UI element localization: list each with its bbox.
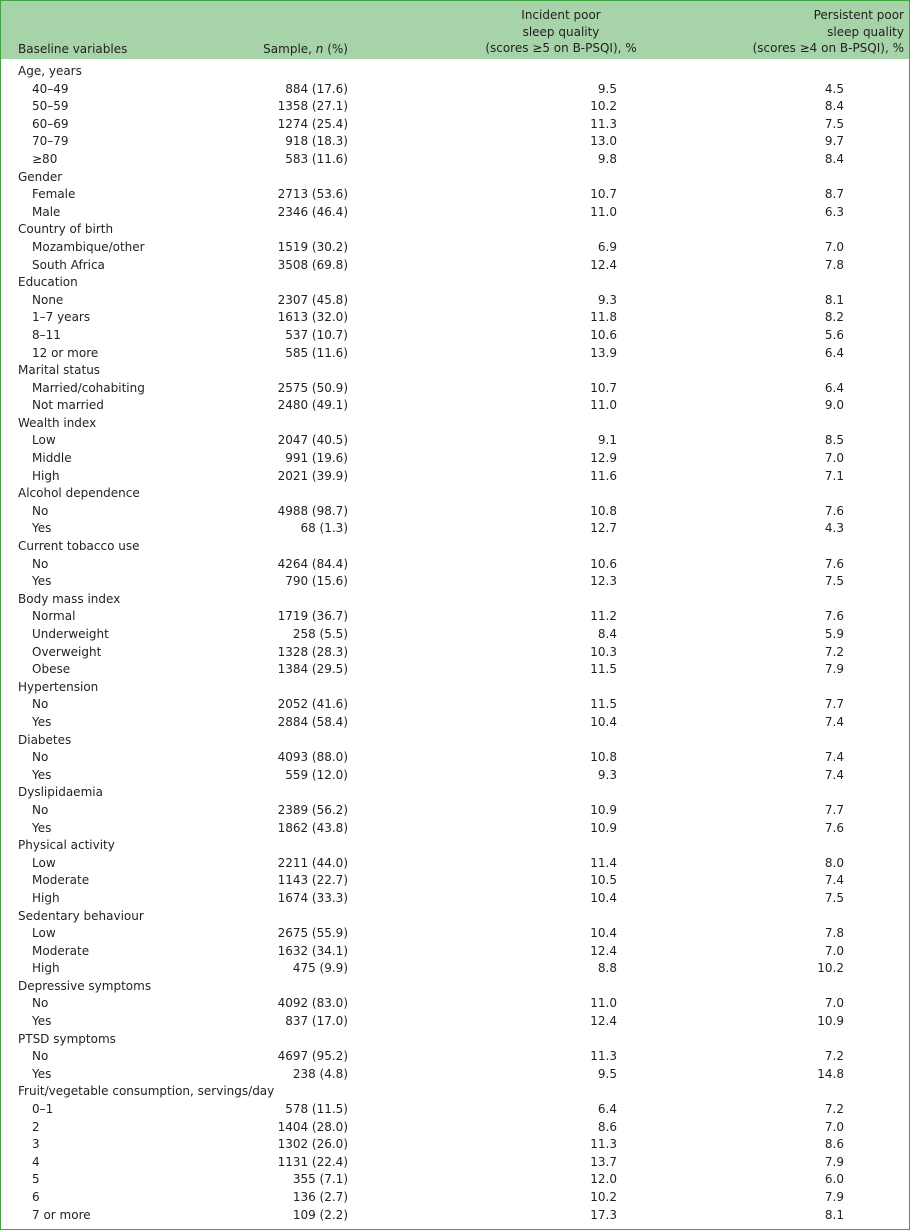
table-group-heading <box>1 837 909 855</box>
header-incident-poor-sleep <box>471 7 651 57</box>
incident-cell: 10.6 <box>590 327 617 342</box>
sample-cell: 4988 (98.7) <box>277 503 348 518</box>
table-row <box>1 995 909 1013</box>
table-row <box>1 802 909 820</box>
sample-cell: 3508 (69.8) <box>277 257 348 272</box>
row-label: 60–69 <box>32 116 69 131</box>
incident-cell: 11.0 <box>590 204 617 219</box>
persistent-cell: 8.4 <box>824 99 844 114</box>
sample-cell: 2211 (44.0) <box>277 855 348 870</box>
row-label: Yes <box>32 521 52 536</box>
sample-cell: 1302 (26.0) <box>277 1137 348 1152</box>
row-label: 5 <box>32 1172 40 1187</box>
header-incident-line-1: Incident poor <box>521 8 601 22</box>
incident-cell: 11.6 <box>590 468 617 483</box>
row-label: PTSD symptoms <box>18 1031 116 1046</box>
header-sample-pre: Sample, <box>263 42 316 56</box>
table-row <box>1 81 909 99</box>
header-baseline-variables: Baseline variables <box>18 42 128 56</box>
table-row <box>1 292 909 310</box>
row-label: Fruit/vegetable consumption, servings/day <box>18 1084 275 1099</box>
header-persistent-line-1: Persistent poor <box>813 8 904 22</box>
incident-cell: 13.0 <box>590 134 617 149</box>
row-label: Yes <box>32 574 52 589</box>
row-label: High <box>32 890 60 905</box>
row-label: Not married <box>32 398 104 413</box>
table-row <box>1 1154 909 1172</box>
incident-cell: 11.8 <box>590 310 617 325</box>
incident-cell: 9.5 <box>597 1066 617 1081</box>
incident-cell: 12.9 <box>590 451 617 466</box>
row-label: High <box>32 961 60 976</box>
table-group-heading <box>1 221 909 239</box>
incident-cell: 17.3 <box>590 1207 617 1222</box>
row-label: No <box>32 556 49 571</box>
incident-cell: 8.4 <box>597 627 617 641</box>
incident-cell: 10.4 <box>590 890 617 905</box>
table-group-heading <box>1 784 909 802</box>
sample-cell: 1632 (34.1) <box>277 943 348 958</box>
sample-cell: 109 (2.2) <box>292 1207 348 1222</box>
row-label: Yes <box>32 767 52 782</box>
row-label: Moderate <box>32 943 90 958</box>
row-label: No <box>32 750 49 765</box>
persistent-cell: 7.6 <box>824 820 844 835</box>
row-label: 3 <box>32 1137 40 1152</box>
table-row <box>1 890 909 908</box>
sample-cell: 1674 (33.3) <box>277 890 348 905</box>
sample-cell: 1384 (29.5) <box>277 662 348 677</box>
incident-cell: 10.4 <box>590 926 617 941</box>
incident-cell: 12.0 <box>590 1172 617 1187</box>
sample-cell: 4264 (84.4) <box>277 556 348 571</box>
persistent-cell: 6.3 <box>824 204 844 219</box>
incident-cell: 11.4 <box>590 855 617 870</box>
table-row <box>1 608 909 626</box>
incident-cell: 9.1 <box>597 433 617 448</box>
header-persistent-line-3: (scores ≥4 on B-PSQI), % <box>752 41 904 55</box>
table-group-heading <box>1 732 909 750</box>
sample-cell: 918 (18.3) <box>285 134 348 149</box>
table-group-heading <box>1 415 909 433</box>
table-row <box>1 644 909 662</box>
persistent-cell: 7.7 <box>824 802 844 817</box>
table-row <box>1 1171 909 1189</box>
table-row <box>1 714 909 732</box>
sample-cell: 578 (11.5) <box>285 1102 348 1117</box>
sample-cell: 68 (1.3) <box>300 521 348 536</box>
table-row <box>1 626 909 644</box>
row-label: Physical activity <box>18 838 115 853</box>
table-group-heading <box>1 538 909 556</box>
row-label: 50–59 <box>32 99 69 114</box>
table-row <box>1 767 909 785</box>
persistent-cell: 7.0 <box>824 996 844 1011</box>
table-group-heading <box>1 1083 909 1101</box>
table-group-heading <box>1 274 909 292</box>
incident-cell: 11.3 <box>590 116 617 131</box>
sample-cell: 1328 (28.3) <box>277 644 348 659</box>
row-label: Underweight <box>32 627 109 641</box>
row-label: Yes <box>32 714 52 729</box>
sample-cell: 790 (15.6) <box>285 574 348 589</box>
table-row <box>1 397 909 415</box>
persistent-cell: 6.0 <box>824 1172 844 1187</box>
incident-cell: 9.3 <box>597 767 617 782</box>
persistent-cell: 7.6 <box>824 609 844 624</box>
sample-cell: 583 (11.6) <box>285 151 348 166</box>
row-label: Low <box>32 433 56 448</box>
persistent-cell: 8.1 <box>824 292 844 307</box>
row-label: Low <box>32 855 56 870</box>
row-label: No <box>32 697 49 712</box>
sample-cell: 4093 (88.0) <box>277 750 348 765</box>
incident-cell: 10.2 <box>590 1190 617 1204</box>
persistent-cell: 7.2 <box>824 1102 844 1117</box>
table-row <box>1 520 909 538</box>
sample-cell: 258 (5.5) <box>292 627 348 641</box>
incident-cell: 10.6 <box>590 556 617 571</box>
incident-cell: 11.2 <box>590 609 617 624</box>
table-group-heading <box>1 908 909 926</box>
row-label: 4 <box>32 1154 40 1169</box>
table-row <box>1 468 909 486</box>
persistent-cell: 7.0 <box>824 451 844 466</box>
persistent-cell: 7.0 <box>824 943 844 958</box>
sample-cell: 2389 (56.2) <box>277 802 348 817</box>
persistent-cell: 8.7 <box>824 187 844 202</box>
persistent-cell: 7.5 <box>824 890 844 905</box>
row-label: Marital status <box>18 363 101 378</box>
incident-cell: 13.7 <box>590 1154 617 1169</box>
incident-cell: 12.4 <box>590 257 617 272</box>
sample-cell: 991 (19.6) <box>285 451 348 466</box>
sample-cell: 837 (17.0) <box>285 1014 348 1029</box>
row-label: Current tobacco use <box>18 539 140 554</box>
persistent-cell: 8.0 <box>824 855 844 870</box>
persistent-cell: 7.0 <box>824 1119 844 1134</box>
persistent-cell: 7.9 <box>824 662 844 677</box>
row-label: Overweight <box>32 644 102 659</box>
incident-cell: 10.5 <box>590 873 617 888</box>
incident-cell: 10.7 <box>590 380 617 395</box>
table-group-heading <box>1 485 909 503</box>
incident-cell: 12.4 <box>590 943 617 958</box>
table-group-heading <box>1 63 909 81</box>
table-row <box>1 661 909 679</box>
row-label: Low <box>32 926 56 941</box>
table-row <box>1 1136 909 1154</box>
sample-cell: 884 (17.6) <box>285 81 348 96</box>
row-label: Diabetes <box>18 732 72 747</box>
row-label: Wealth index <box>18 415 97 430</box>
incident-cell: 9.5 <box>597 81 617 96</box>
sample-cell: 1719 (36.7) <box>277 609 348 624</box>
persistent-cell: 8.1 <box>824 1207 844 1222</box>
row-label: South Africa <box>32 257 105 272</box>
table-row <box>1 151 909 169</box>
table-row <box>1 556 909 574</box>
table-group-heading <box>1 591 909 609</box>
table-row <box>1 820 909 838</box>
incident-cell: 6.4 <box>597 1102 617 1117</box>
row-label: 2 <box>32 1119 40 1134</box>
persistent-cell: 7.6 <box>824 556 844 571</box>
table-group-heading <box>1 679 909 697</box>
row-label: Yes <box>32 820 52 835</box>
row-label: 12 or more <box>32 345 99 360</box>
table-row <box>1 503 909 521</box>
persistent-cell: 7.6 <box>824 503 844 518</box>
persistent-cell: 8.6 <box>824 1137 844 1152</box>
persistent-cell: 9.7 <box>824 134 844 149</box>
persistent-cell: 7.4 <box>824 873 844 888</box>
row-label: No <box>32 996 49 1011</box>
persistent-cell: 8.5 <box>824 433 844 448</box>
row-label: Gender <box>18 169 63 184</box>
persistent-cell: 10.9 <box>817 1014 844 1029</box>
header-sample-post: (%) <box>323 42 348 56</box>
persistent-cell: 8.4 <box>824 151 844 166</box>
row-label: 7 or more <box>32 1207 91 1222</box>
row-label: 8–11 <box>32 327 61 342</box>
incident-cell: 12.3 <box>590 574 617 589</box>
table-row <box>1 1066 909 1084</box>
row-label: High <box>32 468 60 483</box>
persistent-cell: 10.2 <box>817 961 844 976</box>
table-row <box>1 855 909 873</box>
row-label: Country of birth <box>18 222 114 237</box>
header-incident-line-3: (scores ≥5 on B-PSQI), % <box>485 41 637 55</box>
table-row <box>1 1013 909 1031</box>
sample-cell: 559 (12.0) <box>285 767 348 782</box>
table-header <box>1 1 909 59</box>
sample-cell: 2675 (55.9) <box>277 926 348 941</box>
table-row <box>1 239 909 257</box>
table-row <box>1 204 909 222</box>
sample-cell: 537 (10.7) <box>285 327 348 342</box>
incident-cell: 11.0 <box>590 996 617 1011</box>
row-label: Married/cohabiting <box>32 380 145 395</box>
incident-cell: 10.4 <box>590 714 617 729</box>
sample-cell: 2021 (39.9) <box>277 468 348 483</box>
table-group-heading <box>1 978 909 996</box>
table-row <box>1 696 909 714</box>
sample-cell: 2307 (45.8) <box>277 292 348 307</box>
incident-cell: 11.3 <box>590 1137 617 1152</box>
incident-cell: 9.3 <box>597 292 617 307</box>
row-label: 70–79 <box>32 134 69 149</box>
header-persistent-poor-sleep <box>714 7 904 57</box>
table-row <box>1 943 909 961</box>
row-label: Education <box>18 275 78 290</box>
row-label: Age, years <box>18 64 82 78</box>
incident-cell: 10.9 <box>590 802 617 817</box>
sample-cell: 136 (2.7) <box>292 1190 348 1204</box>
persistent-cell: 9.0 <box>824 398 844 413</box>
persistent-cell: 7.9 <box>824 1190 844 1204</box>
row-label: No <box>32 802 49 817</box>
incident-cell: 11.5 <box>590 697 617 712</box>
row-label: No <box>32 1049 49 1064</box>
persistent-cell: 6.4 <box>824 345 844 360</box>
row-label: Obese <box>32 662 71 677</box>
sample-cell: 238 (4.8) <box>292 1066 348 1081</box>
incident-cell: 9.8 <box>597 151 617 166</box>
persistent-cell: 14.8 <box>817 1066 844 1081</box>
table-row <box>1 450 909 468</box>
table-row <box>1 98 909 116</box>
table-body <box>1 63 909 1224</box>
persistent-cell: 7.2 <box>824 1049 844 1064</box>
sample-cell: 1404 (28.0) <box>277 1119 348 1134</box>
persistent-cell: 7.9 <box>824 1154 844 1169</box>
table-row <box>1 1189 909 1207</box>
table-row <box>1 432 909 450</box>
persistent-cell: 4.5 <box>824 81 844 96</box>
persistent-cell: 7.4 <box>824 714 844 729</box>
persistent-cell: 7.0 <box>824 239 844 254</box>
persistent-cell: 7.1 <box>824 468 844 483</box>
row-label: No <box>32 503 49 518</box>
table-row <box>1 925 909 943</box>
incident-cell: 12.7 <box>590 521 617 536</box>
persistent-cell: 7.5 <box>824 574 844 589</box>
sample-cell: 585 (11.6) <box>285 345 348 360</box>
table-group-heading <box>1 169 909 187</box>
persistent-cell: 7.7 <box>824 697 844 712</box>
incident-cell: 8.6 <box>597 1119 617 1134</box>
row-label: Yes <box>32 1066 52 1081</box>
persistent-cell: 7.2 <box>824 644 844 659</box>
row-label: Depressive symptoms <box>18 978 152 993</box>
table-row <box>1 186 909 204</box>
incident-cell: 10.3 <box>590 644 617 659</box>
incident-cell: 10.8 <box>590 750 617 765</box>
row-label: Dyslipidaemia <box>18 785 103 800</box>
row-label: Middle <box>32 451 72 466</box>
row-label: Moderate <box>32 873 90 888</box>
table-group-heading <box>1 1031 909 1049</box>
sample-cell: 4092 (83.0) <box>277 996 348 1011</box>
persistent-cell: 4.3 <box>824 521 844 536</box>
row-label: Yes <box>32 1014 52 1029</box>
table-row <box>1 257 909 275</box>
header-sample-n: n <box>315 42 324 56</box>
sample-cell: 2884 (58.4) <box>277 714 348 729</box>
row-label: Normal <box>32 609 76 624</box>
table-row <box>1 133 909 151</box>
sample-cell: 355 (7.1) <box>292 1172 348 1187</box>
persistent-cell: 7.5 <box>824 116 844 131</box>
sample-cell: 1143 (22.7) <box>277 873 348 888</box>
header-sample <box>263 41 348 58</box>
incident-cell: 13.9 <box>590 345 617 360</box>
row-label: 0–1 <box>32 1102 54 1117</box>
sample-cell: 1613 (32.0) <box>277 310 348 325</box>
table-row <box>1 960 909 978</box>
incident-cell: 12.4 <box>590 1014 617 1029</box>
incident-cell: 10.2 <box>590 99 617 114</box>
persistent-cell: 7.4 <box>824 767 844 782</box>
incident-cell: 10.7 <box>590 187 617 202</box>
row-label: Alcohol dependence <box>18 486 140 501</box>
sample-cell: 475 (9.9) <box>292 961 348 976</box>
table-row <box>1 749 909 767</box>
incident-cell: 10.9 <box>590 820 617 835</box>
sample-cell: 2575 (50.9) <box>277 380 348 395</box>
sample-cell: 1274 (25.4) <box>277 116 348 131</box>
table-row <box>1 309 909 327</box>
persistent-cell: 5.6 <box>824 327 844 342</box>
persistent-cell: 5.9 <box>824 627 844 641</box>
row-label: 40–49 <box>32 81 69 96</box>
incident-cell: 11.0 <box>590 398 617 413</box>
incident-cell: 11.5 <box>590 662 617 677</box>
header-incident-line-2: sleep quality <box>522 24 600 39</box>
table-row <box>1 116 909 134</box>
row-label: Hypertension <box>18 679 99 694</box>
incident-cell: 8.8 <box>597 961 617 976</box>
table-row <box>1 1048 909 1066</box>
table-row <box>1 1207 909 1225</box>
incident-cell: 11.3 <box>590 1049 617 1064</box>
row-label: Sedentary behaviour <box>18 908 144 923</box>
sample-cell: 1519 (30.2) <box>277 239 348 254</box>
row-label: Body mass index <box>18 591 121 606</box>
row-label: Mozambique/other <box>32 239 145 254</box>
row-label: 1–7 years <box>32 310 91 325</box>
persistent-cell: 7.4 <box>824 750 844 765</box>
row-label: None <box>32 292 64 307</box>
row-label: Female <box>32 187 76 202</box>
sample-cell: 2480 (49.1) <box>277 398 348 413</box>
table-row <box>1 327 909 345</box>
sample-cell: 4697 (95.2) <box>277 1049 348 1064</box>
table-row <box>1 380 909 398</box>
table-row <box>1 872 909 890</box>
incident-cell: 6.9 <box>597 239 617 254</box>
table-row <box>1 1119 909 1137</box>
sample-cell: 2346 (46.4) <box>277 204 348 219</box>
persistent-cell: 6.4 <box>824 380 844 395</box>
sample-cell: 1862 (43.8) <box>277 820 348 835</box>
sample-cell: 2713 (53.6) <box>277 187 348 202</box>
sample-cell: 2052 (41.6) <box>277 697 348 712</box>
table-row <box>1 573 909 591</box>
persistent-cell: 7.8 <box>824 926 844 941</box>
header-persistent-line-2: sleep quality <box>827 24 904 39</box>
row-label: 6 <box>32 1190 40 1204</box>
sample-cell: 1358 (27.1) <box>277 99 348 114</box>
row-label: ≥80 <box>32 151 58 166</box>
sample-cell: 2047 (40.5) <box>277 433 348 448</box>
row-label: Male <box>32 204 61 219</box>
persistent-cell: 8.2 <box>824 310 844 325</box>
table-group-heading <box>1 362 909 380</box>
sample-cell: 1131 (22.4) <box>277 1154 348 1169</box>
persistent-cell: 7.8 <box>824 257 844 272</box>
table-row <box>1 345 909 363</box>
incident-cell: 10.8 <box>590 503 617 518</box>
table-row <box>1 1101 909 1119</box>
